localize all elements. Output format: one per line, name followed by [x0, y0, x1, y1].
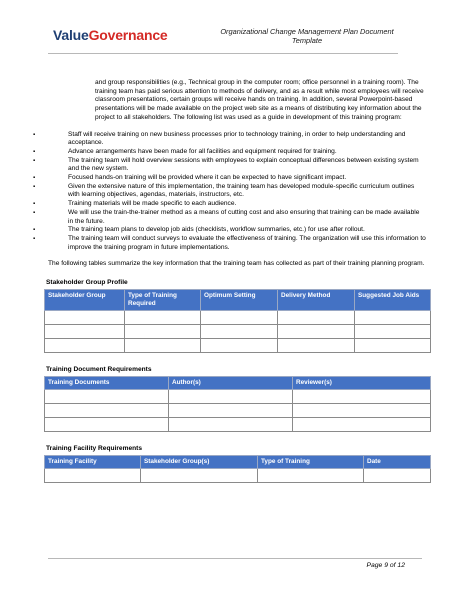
table-cell[interactable]: [45, 418, 169, 432]
document-title-line1: Organizational Change Management Plan Document: [220, 27, 394, 36]
list-item: ▪ The training team plans to develop job aids (checklists, workflow summaries, etc.) for use after rollout.: [33, 226, 426, 235]
table-cell[interactable]: [201, 311, 278, 325]
list-item: ▪ Training materials will be made specific to each audience.: [33, 200, 426, 209]
table-cell[interactable]: [201, 339, 278, 353]
table-cell[interactable]: [364, 469, 431, 483]
table-header-cell: Optimum Setting: [201, 290, 278, 311]
table-cell[interactable]: [45, 339, 125, 353]
table-cell[interactable]: [355, 325, 431, 339]
table-cell[interactable]: [125, 339, 201, 353]
page-header: [0, 0, 474, 56]
documents-table-title: Training Document Requirements: [46, 366, 152, 374]
table-cell[interactable]: [125, 311, 201, 325]
valuegovernance-logo: [53, 27, 168, 43]
table-cell[interactable]: [278, 311, 355, 325]
table-cell[interactable]: [278, 325, 355, 339]
list-item: ▪ The training team will conduct surveys to evaluate the effectiveness of training. The organization will use this information to improve the training program in future implementations.: [33, 235, 426, 252]
table-header-cell: Author(s): [169, 377, 293, 390]
training-facility-requirements-table: [44, 455, 431, 483]
table-header-cell: Type of Training Required: [125, 290, 201, 311]
table-header-cell: Type of Training: [258, 456, 364, 469]
list-item: ▪ Focused hands-on training will be provided where it can be expected to have significant impact.: [33, 174, 426, 183]
table-row: [45, 339, 431, 353]
table-row: [45, 469, 431, 483]
table-cell[interactable]: [278, 339, 355, 353]
header-divider: [48, 53, 398, 54]
document-title-line2: Template: [291, 36, 323, 45]
intro-paragraph: and group responsibilities (e.g., Technical group in the computer room; office personnel in a training room). The training team has paid serious attention to methods of delivery, and as a result while most employees will receive classroom presentations, certain groups will receive hands on training. In addition, several Powerpoint-based presentations will be made available on the project web site as a means of distributing key information about the project to all stakeholders. The following list was used as a guide in development of this training program:: [95, 79, 424, 121]
table-header-cell: Stakeholder Group: [45, 290, 125, 311]
table-cell[interactable]: [169, 418, 293, 432]
table-cell[interactable]: [293, 418, 431, 432]
list-item: ▪ Staff will receive training on new business processes prior to technology training, in order to help understanding and acceptance.: [33, 131, 426, 148]
table-cell[interactable]: [125, 325, 201, 339]
table-header-cell: Suggested Job Aids: [355, 290, 431, 311]
list-item: ▪ Given the extensive nature of this implementation, the training team has developed module-specific curriculum outlines with learning objectives, agendas, materials, instructors, etc.: [33, 183, 426, 200]
table-cell[interactable]: [45, 325, 125, 339]
stakeholder-group-profile-table: [44, 289, 431, 353]
table-cell[interactable]: [355, 339, 431, 353]
table-header-cell: Training Documents: [45, 377, 169, 390]
table-cell[interactable]: [169, 390, 293, 404]
table-header-cell: Delivery Method: [278, 290, 355, 311]
list-item: ▪ We will use the train-the-trainer method as a means of cutting cost and also ensuring that training can be made available in the future.: [33, 209, 426, 226]
table-cell[interactable]: [45, 469, 141, 483]
table-row: [45, 390, 431, 404]
logo-governance-text: Governance: [88, 27, 168, 43]
table-cell[interactable]: [201, 325, 278, 339]
table-cell[interactable]: [293, 404, 431, 418]
table-header-cell: Stakeholder Group(s): [141, 456, 258, 469]
table-cell[interactable]: [45, 311, 125, 325]
page-body: [33, 79, 426, 483]
table-header-cell: Reviewer(s): [293, 377, 431, 390]
page-number: Page 9 of 12: [366, 562, 405, 569]
table-row: [45, 418, 431, 432]
table-cell[interactable]: [293, 390, 431, 404]
table-header-cell: Date: [364, 456, 431, 469]
training-guidelines-list: [33, 131, 426, 253]
table-cell[interactable]: [258, 469, 364, 483]
table-cell[interactable]: [45, 390, 169, 404]
table-cell[interactable]: [355, 311, 431, 325]
summary-paragraph: The following tables summarize the key information that the training team has collected as part of their training planning program.: [48, 260, 425, 268]
table-cell[interactable]: [169, 404, 293, 418]
logo-value-text: Value: [53, 27, 89, 43]
document-title: [202, 27, 412, 45]
table-row: [45, 311, 431, 325]
facility-table-title: Training Facility Requirements: [46, 445, 142, 453]
table-row: [45, 404, 431, 418]
training-document-requirements-table: [44, 376, 431, 432]
table-cell[interactable]: [45, 404, 169, 418]
table-cell[interactable]: [141, 469, 258, 483]
stakeholder-table-title: Stakeholder Group Profile: [46, 279, 128, 287]
list-item: ▪ Advance arrangements have been made for all facilities and equipment required for training.: [33, 148, 426, 157]
list-item: ▪ The training team will hold overview sessions with employees to explain conceptual differences between existing system and the new system.: [33, 157, 426, 174]
table-row: [45, 325, 431, 339]
footer-divider: [48, 558, 422, 559]
table-header-cell: Training Facility: [45, 456, 141, 469]
